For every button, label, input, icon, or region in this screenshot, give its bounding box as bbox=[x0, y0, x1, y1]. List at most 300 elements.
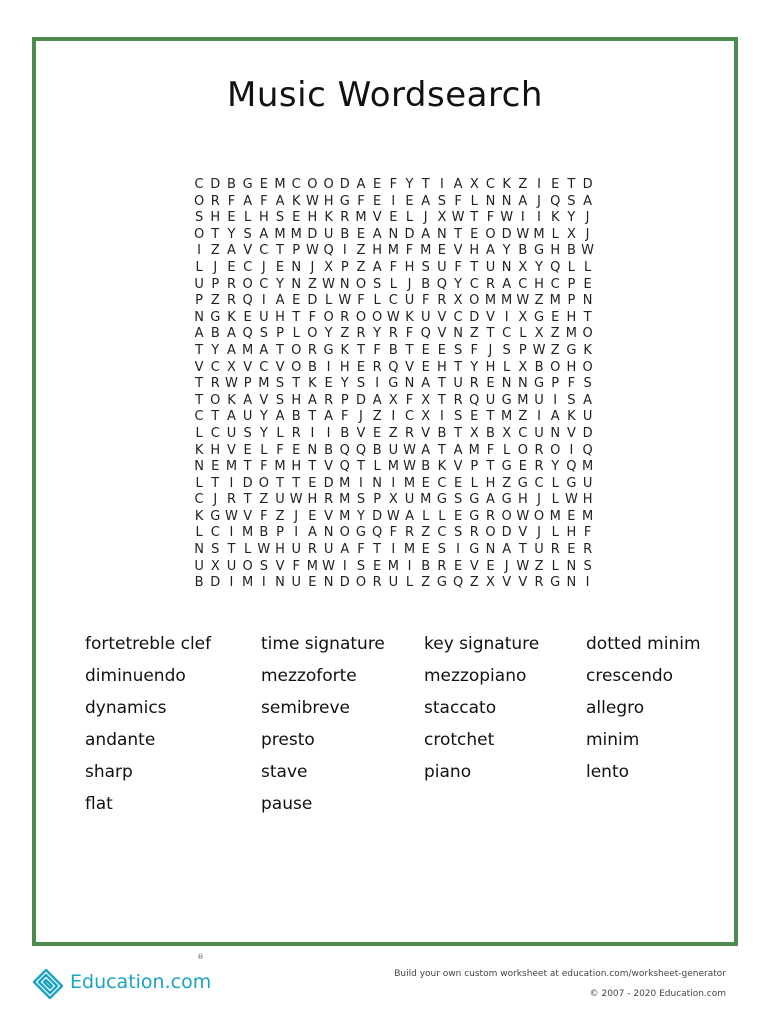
grid-letter: S bbox=[356, 558, 366, 574]
grid-letter: W bbox=[403, 442, 416, 458]
grid-letter: E bbox=[292, 442, 301, 458]
grid-letter: S bbox=[567, 392, 576, 408]
grid-letter: X bbox=[469, 177, 479, 192]
grid-letter: U bbox=[388, 442, 399, 458]
grid-letter: D bbox=[307, 293, 318, 309]
grid-letter: H bbox=[566, 359, 577, 375]
grid-letter: O bbox=[210, 392, 221, 408]
letter-grid bbox=[191, 175, 596, 590]
grid-letter: S bbox=[243, 226, 252, 242]
word-list bbox=[85, 634, 725, 815]
grid-letter: P bbox=[340, 259, 349, 275]
grid-letter: G bbox=[550, 575, 561, 591]
grid-letter: I bbox=[439, 409, 444, 425]
grid-letter: S bbox=[275, 376, 285, 392]
grid-letter: A bbox=[307, 525, 317, 541]
grid-letter: R bbox=[340, 309, 350, 325]
grid-letter: A bbox=[259, 226, 269, 242]
grid-letter: G bbox=[517, 475, 528, 491]
grid-letter: T bbox=[292, 475, 301, 491]
grid-letter: W bbox=[532, 342, 546, 358]
grid-letter: A bbox=[421, 442, 431, 458]
grid-row bbox=[191, 557, 596, 574]
grid-letter: H bbox=[339, 359, 350, 375]
grid-letter: W bbox=[225, 508, 238, 524]
grid-letter: A bbox=[583, 193, 593, 209]
grid-letter: O bbox=[517, 442, 528, 458]
grid-letter: Q bbox=[339, 459, 350, 475]
grid-letter: F bbox=[357, 293, 365, 309]
grid-letter: V bbox=[502, 575, 512, 591]
grid-letter: W bbox=[386, 309, 400, 325]
grid-row bbox=[191, 474, 596, 491]
grid-letter: U bbox=[582, 475, 593, 491]
grid-letter: U bbox=[259, 309, 269, 325]
grid-letter: L bbox=[470, 193, 478, 209]
grid-letter: M bbox=[242, 342, 254, 358]
grid-letter: T bbox=[195, 342, 204, 358]
grid-letter: F bbox=[373, 342, 381, 358]
grid-letter: M bbox=[581, 459, 594, 475]
grid-letter: E bbox=[470, 409, 479, 425]
grid-letter: R bbox=[550, 542, 560, 558]
grid-letter: S bbox=[421, 259, 430, 275]
grid-letter: S bbox=[373, 276, 382, 292]
grid-letter: F bbox=[405, 392, 414, 408]
grid-letter: S bbox=[502, 342, 511, 358]
grid-letter: C bbox=[437, 475, 447, 491]
grid-letter: U bbox=[194, 276, 204, 292]
grid-letter: P bbox=[518, 342, 527, 358]
grid-letter: N bbox=[517, 376, 528, 392]
grid-letter: E bbox=[373, 425, 382, 441]
grid-letter: L bbox=[422, 508, 430, 524]
grid-letter: R bbox=[307, 342, 317, 358]
grid-letter: N bbox=[194, 542, 204, 558]
grid-letter: Y bbox=[454, 276, 463, 292]
grid-letter: F bbox=[260, 193, 268, 209]
grid-letter: W bbox=[581, 243, 595, 259]
word-item: allegro bbox=[586, 698, 645, 718]
grid-letter: S bbox=[453, 409, 463, 425]
grid-letter: S bbox=[275, 392, 285, 408]
grid-letter: A bbox=[405, 508, 414, 524]
grid-letter: S bbox=[453, 525, 463, 541]
grid-letter: Y bbox=[324, 326, 333, 342]
grid-letter: B bbox=[388, 342, 398, 358]
grid-letter: D bbox=[307, 226, 318, 242]
grid-letter: B bbox=[566, 243, 576, 259]
grid-letter: X bbox=[518, 359, 528, 375]
grid-letter: V bbox=[194, 359, 204, 375]
grid-letter: E bbox=[373, 558, 382, 574]
word-item: diminuendo bbox=[85, 666, 186, 686]
grid-letter: E bbox=[356, 359, 366, 375]
grid-letter: T bbox=[243, 492, 252, 508]
grid-row bbox=[191, 341, 596, 358]
grid-letter: N bbox=[323, 525, 334, 541]
grid-letter: K bbox=[324, 210, 333, 226]
grid-letter: V bbox=[518, 525, 528, 541]
grid-letter: T bbox=[292, 309, 301, 325]
grid-letter: S bbox=[453, 492, 463, 508]
grid-letter: G bbox=[210, 309, 221, 325]
grid-letter: E bbox=[421, 542, 430, 558]
grid-letter: H bbox=[210, 210, 221, 226]
grid-letter: Y bbox=[356, 508, 365, 524]
grid-letter: N bbox=[485, 542, 496, 558]
grid-letter: W bbox=[386, 508, 400, 524]
grid-letter: P bbox=[551, 376, 560, 392]
grid-letter: T bbox=[356, 342, 365, 358]
grid-letter: M bbox=[549, 508, 561, 524]
grid-letter: X bbox=[502, 425, 512, 441]
grid-letter: M bbox=[549, 293, 561, 309]
grid-letter: I bbox=[342, 558, 347, 574]
grid-letter: C bbox=[210, 359, 220, 375]
grid-letter: C bbox=[534, 475, 544, 491]
grid-letter: W bbox=[305, 243, 319, 259]
grid-letter: K bbox=[194, 442, 204, 458]
grid-letter: Z bbox=[502, 475, 512, 491]
grid-letter: E bbox=[551, 309, 560, 325]
grid-letter: M bbox=[274, 226, 286, 242]
grid-letter: R bbox=[437, 558, 447, 574]
grid-letter: D bbox=[210, 177, 221, 192]
grid-letter: Y bbox=[276, 276, 284, 292]
grid-row bbox=[191, 507, 596, 524]
grid-letter: V bbox=[227, 442, 236, 458]
grid-letter: O bbox=[323, 309, 334, 325]
grid-letter: G bbox=[436, 492, 447, 508]
grid-letter: I bbox=[407, 558, 412, 574]
grid-letter: A bbox=[502, 276, 512, 292]
grid-letter: Z bbox=[469, 575, 479, 591]
grid-letter: U bbox=[275, 492, 285, 508]
grid-letter: N bbox=[291, 276, 302, 292]
grid-letter: E bbox=[421, 342, 430, 358]
grid-letter: W bbox=[322, 276, 336, 292]
grid-letter: X bbox=[437, 210, 447, 226]
grid-letter: Y bbox=[259, 409, 268, 425]
grid-letter: N bbox=[501, 193, 512, 209]
grid-letter: V bbox=[486, 309, 495, 325]
grid-letter: A bbox=[307, 392, 317, 408]
grid-letter: Y bbox=[470, 359, 479, 375]
grid-letter: R bbox=[324, 492, 334, 508]
grid-letter: E bbox=[243, 309, 252, 325]
grid-letter: L bbox=[438, 508, 446, 524]
grid-row bbox=[191, 175, 596, 192]
grid-letter: T bbox=[567, 177, 576, 192]
grid-row bbox=[191, 424, 596, 441]
grid-row bbox=[191, 324, 596, 341]
grid-letter: A bbox=[356, 177, 366, 192]
grid-letter: A bbox=[486, 243, 495, 259]
grid-letter: W bbox=[451, 210, 465, 226]
grid-letter: E bbox=[453, 475, 463, 491]
grid-letter: X bbox=[388, 392, 398, 408]
grid-letter: S bbox=[211, 542, 220, 558]
footer-build-text: Build your own custom worksheet at education.com/worksheet-generator bbox=[394, 969, 726, 979]
grid-letter: P bbox=[567, 276, 576, 292]
grid-letter: T bbox=[211, 475, 220, 491]
grid-letter: T bbox=[195, 392, 204, 408]
grid-letter: F bbox=[260, 508, 268, 524]
education-logo-icon bbox=[30, 964, 66, 1000]
grid-letter: T bbox=[373, 542, 382, 558]
education-logo[interactable] bbox=[30, 962, 211, 1002]
grid-letter: O bbox=[550, 359, 561, 375]
grid-letter: W bbox=[516, 558, 530, 574]
grid-letter: G bbox=[566, 475, 577, 491]
grid-letter: L bbox=[244, 210, 252, 226]
grid-letter: R bbox=[356, 326, 366, 342]
grid-letter: T bbox=[454, 425, 463, 441]
grid-letter: V bbox=[437, 326, 447, 342]
grid-letter: R bbox=[324, 392, 334, 408]
grid-letter: A bbox=[421, 376, 431, 392]
grid-letter: L bbox=[195, 259, 203, 275]
grid-letter: V bbox=[453, 243, 463, 259]
grid-letter: J bbox=[423, 210, 428, 226]
grid-letter: M bbox=[339, 508, 351, 524]
grid-row bbox=[191, 374, 596, 391]
word-item: mezzopiano bbox=[424, 666, 527, 686]
grid-letter: P bbox=[243, 376, 252, 392]
grid-row bbox=[191, 225, 596, 242]
grid-letter: W bbox=[516, 508, 530, 524]
grid-letter: E bbox=[227, 259, 236, 275]
grid-letter: A bbox=[243, 193, 253, 209]
grid-letter: P bbox=[567, 293, 576, 309]
grid-letter: Z bbox=[534, 293, 544, 309]
grid-letter: T bbox=[292, 376, 301, 392]
grid-letter: Z bbox=[210, 243, 220, 259]
grid-letter: Z bbox=[534, 558, 544, 574]
grid-letter: G bbox=[355, 525, 366, 541]
grid-letter: L bbox=[195, 475, 203, 491]
grid-letter: A bbox=[583, 392, 593, 408]
grid-letter: H bbox=[582, 492, 593, 508]
grid-letter: I bbox=[391, 409, 396, 425]
grid-letter: U bbox=[291, 575, 301, 591]
grid-letter: E bbox=[324, 376, 333, 392]
word-item: lento bbox=[586, 762, 630, 782]
grid-letter: V bbox=[275, 359, 285, 375]
grid-letter: H bbox=[291, 392, 302, 408]
grid-letter: F bbox=[421, 293, 430, 309]
word-item: crotchet bbox=[424, 730, 495, 750]
grid-letter: R bbox=[372, 359, 382, 375]
grid-letter: Y bbox=[551, 459, 560, 475]
word-item: stave bbox=[261, 762, 308, 782]
grid-letter: F bbox=[292, 558, 300, 574]
grid-letter: I bbox=[537, 177, 541, 192]
grid-letter: V bbox=[243, 508, 253, 524]
grid-letter: L bbox=[551, 475, 559, 491]
grid-letter: L bbox=[389, 276, 397, 292]
grid-letter: I bbox=[537, 409, 541, 425]
word-item: presto bbox=[261, 730, 315, 750]
grid-letter: I bbox=[229, 525, 234, 541]
grid-letter: S bbox=[275, 210, 285, 226]
grid-letter: H bbox=[437, 359, 447, 375]
grid-letter: U bbox=[323, 226, 334, 242]
grid-letter: S bbox=[583, 376, 592, 392]
worksheet-frame bbox=[32, 37, 738, 946]
grid-letter: L bbox=[503, 442, 511, 458]
grid-letter: U bbox=[534, 425, 544, 441]
grid-letter: X bbox=[388, 492, 398, 508]
grid-row bbox=[191, 407, 596, 424]
page-title: Music Wordsearch bbox=[227, 75, 543, 115]
grid-letter: K bbox=[308, 376, 317, 392]
grid-letter: I bbox=[569, 442, 574, 458]
grid-letter: H bbox=[517, 492, 528, 508]
grid-letter: W bbox=[564, 492, 578, 508]
grid-letter: H bbox=[323, 193, 334, 209]
grid-letter: B bbox=[259, 525, 269, 541]
grid-letter: U bbox=[582, 409, 593, 425]
grid-letter: U bbox=[404, 492, 415, 508]
grid-letter: O bbox=[339, 525, 350, 541]
grid-letter: E bbox=[486, 558, 495, 574]
grid-letter: L bbox=[551, 226, 559, 242]
grid-letter: H bbox=[404, 259, 415, 275]
grid-letter: Q bbox=[372, 525, 383, 541]
grid-letter: J bbox=[310, 259, 315, 275]
grid-letter: C bbox=[259, 243, 269, 259]
grid-letter: T bbox=[243, 459, 252, 475]
grid-letter: U bbox=[291, 542, 301, 558]
grid-letter: B bbox=[291, 409, 301, 425]
grid-letter: G bbox=[533, 376, 545, 392]
grid-letter: R bbox=[437, 293, 447, 309]
grid-letter: I bbox=[520, 210, 525, 226]
grid-letter: Q bbox=[242, 293, 253, 309]
grid-letter: R bbox=[307, 542, 317, 558]
word-item: fortetreble clef bbox=[85, 634, 212, 654]
grid-letter: S bbox=[583, 558, 592, 574]
grid-letter: T bbox=[405, 342, 414, 358]
grid-letter: Q bbox=[550, 193, 561, 209]
grid-letter: N bbox=[307, 442, 318, 458]
grid-letter: H bbox=[469, 243, 480, 259]
grid-letter: M bbox=[403, 542, 416, 558]
grid-letter: S bbox=[259, 558, 268, 574]
grid-letter: M bbox=[484, 293, 497, 309]
grid-letter: A bbox=[550, 409, 560, 425]
grid-letter: U bbox=[453, 376, 463, 392]
grid-letter: O bbox=[291, 342, 302, 358]
grid-letter: M bbox=[290, 226, 302, 242]
grid-letter: E bbox=[373, 177, 382, 192]
grid-letter: W bbox=[257, 542, 271, 558]
word-item: time signature bbox=[261, 634, 385, 654]
grid-letter: G bbox=[388, 376, 399, 392]
grid-letter: P bbox=[195, 293, 204, 309]
grid-letter: U bbox=[437, 259, 447, 275]
grid-letter: W bbox=[516, 226, 530, 242]
grid-letter: I bbox=[359, 475, 363, 491]
grid-letter: J bbox=[537, 492, 541, 508]
grid-letter: M bbox=[533, 226, 545, 242]
grid-letter: E bbox=[308, 575, 317, 591]
grid-letter: Q bbox=[323, 243, 334, 259]
grid-letter: T bbox=[437, 442, 446, 458]
grid-letter: R bbox=[453, 392, 463, 408]
word-item: dotted minim bbox=[586, 634, 701, 654]
grid-letter: A bbox=[275, 409, 285, 425]
grid-letter: I bbox=[553, 392, 558, 408]
grid-letter: I bbox=[391, 193, 396, 209]
grid-letter: B bbox=[194, 575, 204, 591]
grid-letter: G bbox=[469, 508, 480, 524]
grid-letter: O bbox=[307, 177, 318, 192]
grid-letter: N bbox=[372, 475, 383, 491]
grid-letter: T bbox=[276, 475, 284, 491]
grid-letter: F bbox=[260, 459, 268, 475]
grid-row bbox=[191, 358, 596, 375]
grid-row bbox=[191, 391, 596, 408]
word-item: pause bbox=[261, 794, 313, 814]
grid-letter: P bbox=[470, 459, 479, 475]
grid-letter: R bbox=[405, 425, 415, 441]
grid-letter: C bbox=[469, 276, 479, 292]
grid-letter: Q bbox=[469, 392, 480, 408]
grid-letter: G bbox=[469, 492, 480, 508]
grid-letter: Z bbox=[421, 525, 431, 541]
grid-letter: Y bbox=[373, 326, 382, 342]
grid-letter: M bbox=[420, 492, 432, 508]
grid-letter: L bbox=[519, 326, 527, 342]
grid-letter: R bbox=[226, 276, 236, 292]
grid-letter: M bbox=[420, 243, 432, 259]
word-item: piano bbox=[424, 762, 472, 782]
grid-letter: Z bbox=[356, 243, 366, 259]
grid-letter: J bbox=[407, 276, 412, 292]
grid-letter: G bbox=[501, 392, 512, 408]
grid-letter: S bbox=[437, 542, 447, 558]
grid-letter: I bbox=[504, 309, 509, 325]
grid-letter: G bbox=[469, 542, 480, 558]
grid-letter: E bbox=[308, 508, 317, 524]
grid-letter: Z bbox=[550, 342, 560, 358]
grid-letter: F bbox=[389, 259, 398, 275]
grid-letter: Y bbox=[259, 425, 268, 441]
grid-letter: C bbox=[518, 276, 528, 292]
grid-letter: Z bbox=[340, 326, 350, 342]
grid-letter: C bbox=[194, 492, 204, 508]
grid-letter: B bbox=[307, 359, 317, 375]
grid-letter: K bbox=[340, 342, 350, 358]
grid-letter: T bbox=[195, 376, 204, 392]
grid-letter: J bbox=[585, 210, 590, 226]
grid-letter: T bbox=[421, 177, 430, 192]
grid-letter: X bbox=[421, 392, 431, 408]
grid-letter: D bbox=[501, 525, 512, 541]
grid-letter: J bbox=[488, 342, 493, 358]
grid-letter: H bbox=[485, 475, 496, 491]
grid-letter: H bbox=[275, 309, 285, 325]
grid-letter: M bbox=[581, 508, 594, 524]
grid-letter: Z bbox=[518, 409, 528, 425]
grid-letter: I bbox=[326, 425, 331, 441]
word-item: crescendo bbox=[586, 666, 674, 686]
grid-letter: R bbox=[291, 425, 301, 441]
grid-letter: R bbox=[469, 376, 479, 392]
